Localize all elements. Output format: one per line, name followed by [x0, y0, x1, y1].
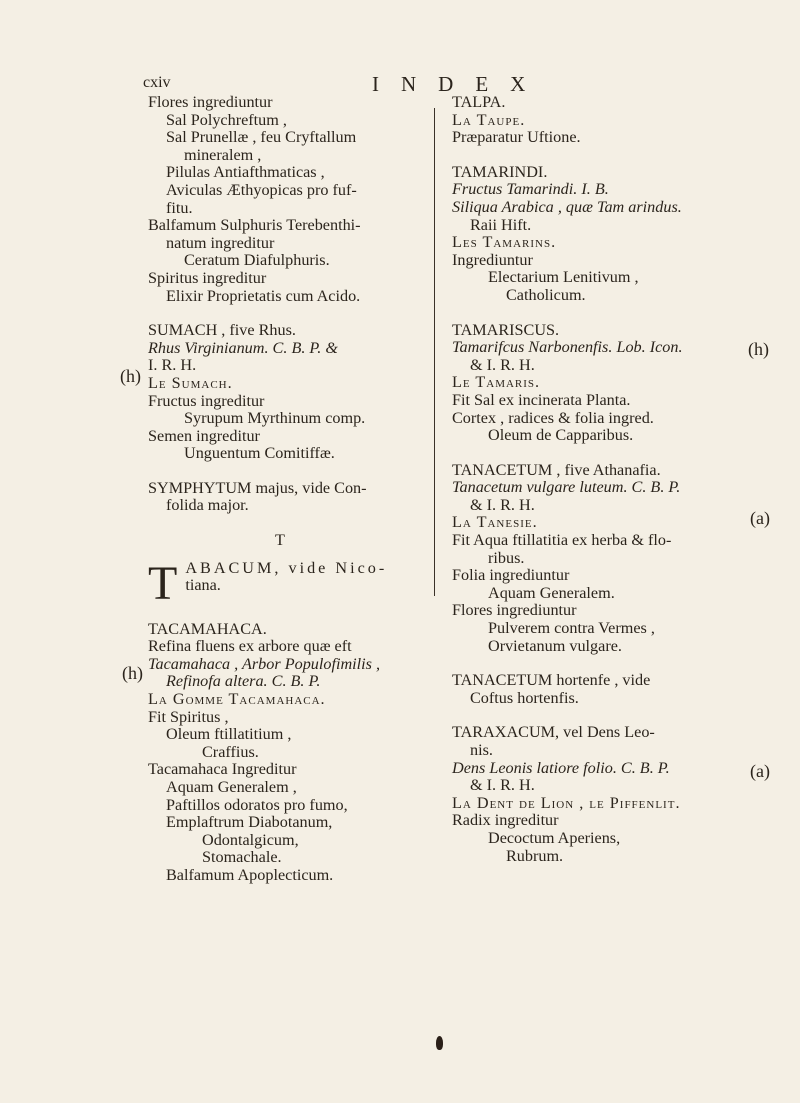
left-column — [148, 94, 420, 885]
index-line: Raii Hift. — [470, 215, 532, 234]
spacer — [452, 147, 742, 164]
index-line: Siliqua Arabica , quæ Tam arindus. — [452, 197, 682, 216]
index-line: La Gomme Tacamahaca. — [148, 690, 326, 709]
index-line: Fit Spiritus , — [148, 707, 229, 726]
margin-mark-sumach: (h) — [120, 366, 141, 386]
index-line: Sal Polychreftum , — [166, 110, 287, 129]
index-line: Præparatur Uftione. — [452, 128, 581, 147]
index-line: Refinofa altera. C. B. P. — [166, 672, 321, 691]
spacer — [148, 604, 420, 621]
index-line: Balfamum Sulphuris Terebenthi- — [148, 216, 361, 235]
index-line: Tacamahaca , Arbor Populofimilis , — [148, 654, 381, 673]
index-line: TARAXACUM, vel Dens Leo- — [452, 723, 655, 742]
index-line: Emplaftrum Diabotanum, — [166, 813, 333, 832]
section-letter: T — [275, 531, 285, 550]
index-line: Decoctum Aperiens, — [488, 828, 621, 847]
index-line: fitu. — [166, 198, 193, 217]
index-line: & I. R. H. — [470, 355, 535, 374]
index-line: Sal Prunellæ , feu Cryftallum — [166, 128, 357, 147]
index-line: Tanacetum vulgare luteum. C. B. P. — [452, 478, 681, 497]
index-line: Pilulas Antiafthmaticas , — [166, 163, 325, 182]
index-line: Fit Sal ex incinerata Planta. — [452, 390, 631, 409]
index-line: Refina fluens ex arbore quæ eft — [148, 637, 352, 656]
ink-blot — [436, 1036, 443, 1050]
index-line: Unguentum Comitiffæ. — [184, 444, 335, 463]
spacer — [452, 707, 742, 724]
index-line: Orvietanum vulgare. — [488, 636, 622, 655]
index-line: Dens Leonis latiore folio. C. B. P. — [452, 758, 670, 777]
index-line: SUMACH , five Rhus. — [148, 321, 296, 340]
index-line: Rhus Virginianum. C. B. P. & — [148, 338, 338, 357]
index-line: Fructus ingreditur — [148, 391, 265, 410]
running-title: INDEX — [372, 72, 548, 96]
index-line: Aquam Generalem. — [488, 583, 615, 602]
index-line: Rubrum. — [506, 846, 564, 865]
index-line: Les Tamarins. — [452, 233, 557, 252]
spacer — [452, 305, 742, 322]
margin-mark-taraxacum: (a) — [750, 761, 770, 781]
index-line: Cortex , radices & folia ingred. — [452, 408, 654, 427]
index-line: Radix ingreditur — [452, 811, 559, 830]
index-line: Flores ingrediuntur — [148, 93, 273, 111]
index-line: mineralem , — [184, 145, 262, 164]
index-line: & I. R. H. — [470, 776, 535, 795]
index-line: Balfamum Apoplecticum. — [166, 865, 334, 884]
index-line: Fit Aqua ftillatitia ex herba & flo- — [452, 531, 672, 550]
index-line: nis. — [470, 741, 493, 759]
index-line: Le Tamaris. — [452, 373, 541, 392]
index-line: Fructus Tamarindi. I. B. — [452, 180, 609, 199]
index-line: Oleum ftillatitium , — [166, 725, 292, 744]
spacer — [148, 463, 420, 480]
index-line: Flores ingrediuntur — [452, 601, 577, 620]
index-line: Odontalgicum, — [202, 830, 299, 849]
index-line: Paftillos odoratos pro fumo, — [166, 795, 348, 814]
index-line: Pulverem contra Vermes , — [488, 619, 655, 638]
left-entries-1 — [148, 94, 420, 515]
margin-mark-tamariscus: (h) — [748, 339, 769, 359]
index-line: Craffius. — [202, 742, 259, 761]
index-line: Aquam Generalem , — [166, 778, 297, 796]
index-line: Ceratum Diafulphuris. — [184, 251, 330, 270]
index-line: natum ingreditur — [166, 233, 275, 252]
index-line: La Tanesie. — [452, 513, 538, 532]
index-line: ribus. — [488, 548, 525, 567]
index-line: Ingrediuntur — [452, 250, 533, 269]
index-line: Electarium Lenitivum , — [488, 268, 639, 287]
index-line: & I. R. H. — [470, 495, 535, 514]
index-line: TAMARISCUS. — [452, 320, 560, 339]
index-line: Elixir Proprietatis cum Acido. — [166, 286, 361, 305]
drop-cap-initial: T — [148, 559, 178, 604]
folio-number: cxiv — [143, 74, 171, 91]
drop-cap-entry — [148, 560, 420, 604]
index-line: TALPA. — [452, 93, 506, 111]
right-entries — [452, 94, 742, 865]
index-line: La Taupe. — [452, 110, 526, 129]
index-line: Stomachale. — [202, 848, 282, 867]
index-line: SYMPHYTUM majus, vide Con- — [148, 478, 367, 497]
index-line: La Dent de Lion , le Piffenlit. — [452, 793, 681, 812]
spacer — [452, 445, 742, 462]
margin-mark-tanacetum: (a) — [750, 508, 770, 528]
drop-entry-line-1: ABACUM, vide Nico- — [185, 559, 388, 577]
index-line: Le Sumach. — [148, 373, 233, 392]
index-line: Semen ingreditur — [148, 426, 260, 445]
right-column — [452, 94, 742, 865]
index-line: Tacamahaca Ingreditur — [148, 760, 297, 779]
margin-mark-tacamahaca: (h) — [122, 663, 143, 683]
index-line: Aviculas Æthyopicas pro fuf- — [166, 180, 357, 199]
index-line: TACAMAHACA. — [148, 619, 267, 638]
index-line: Coftus hortenfis. — [470, 688, 579, 707]
index-line: Folia ingrediuntur — [452, 566, 570, 585]
index-line: Tamarifcus Narbonenfis. Lob. Icon. — [452, 338, 683, 357]
spacer — [148, 515, 420, 532]
index-line: Catholicum. — [506, 285, 586, 304]
left-entries-2 — [148, 621, 420, 885]
index-line: Spiritus ingreditur — [148, 268, 267, 287]
spacer — [148, 305, 420, 322]
index-line: folida major. — [166, 496, 249, 515]
index-line: Syrupum Myrthinum comp. — [184, 409, 366, 428]
index-line: I. R. H. — [148, 356, 197, 375]
index-line: TANACETUM , five Athanafia. — [452, 460, 661, 479]
drop-entry-line-2: tiana. — [185, 576, 221, 595]
index-line: TAMARINDI. — [452, 162, 548, 181]
column-divider — [434, 108, 435, 596]
index-line: Oleum de Capparibus. — [488, 426, 634, 445]
index-line: TANACETUM hortenfe , vide — [452, 671, 651, 690]
spacer — [452, 655, 742, 672]
